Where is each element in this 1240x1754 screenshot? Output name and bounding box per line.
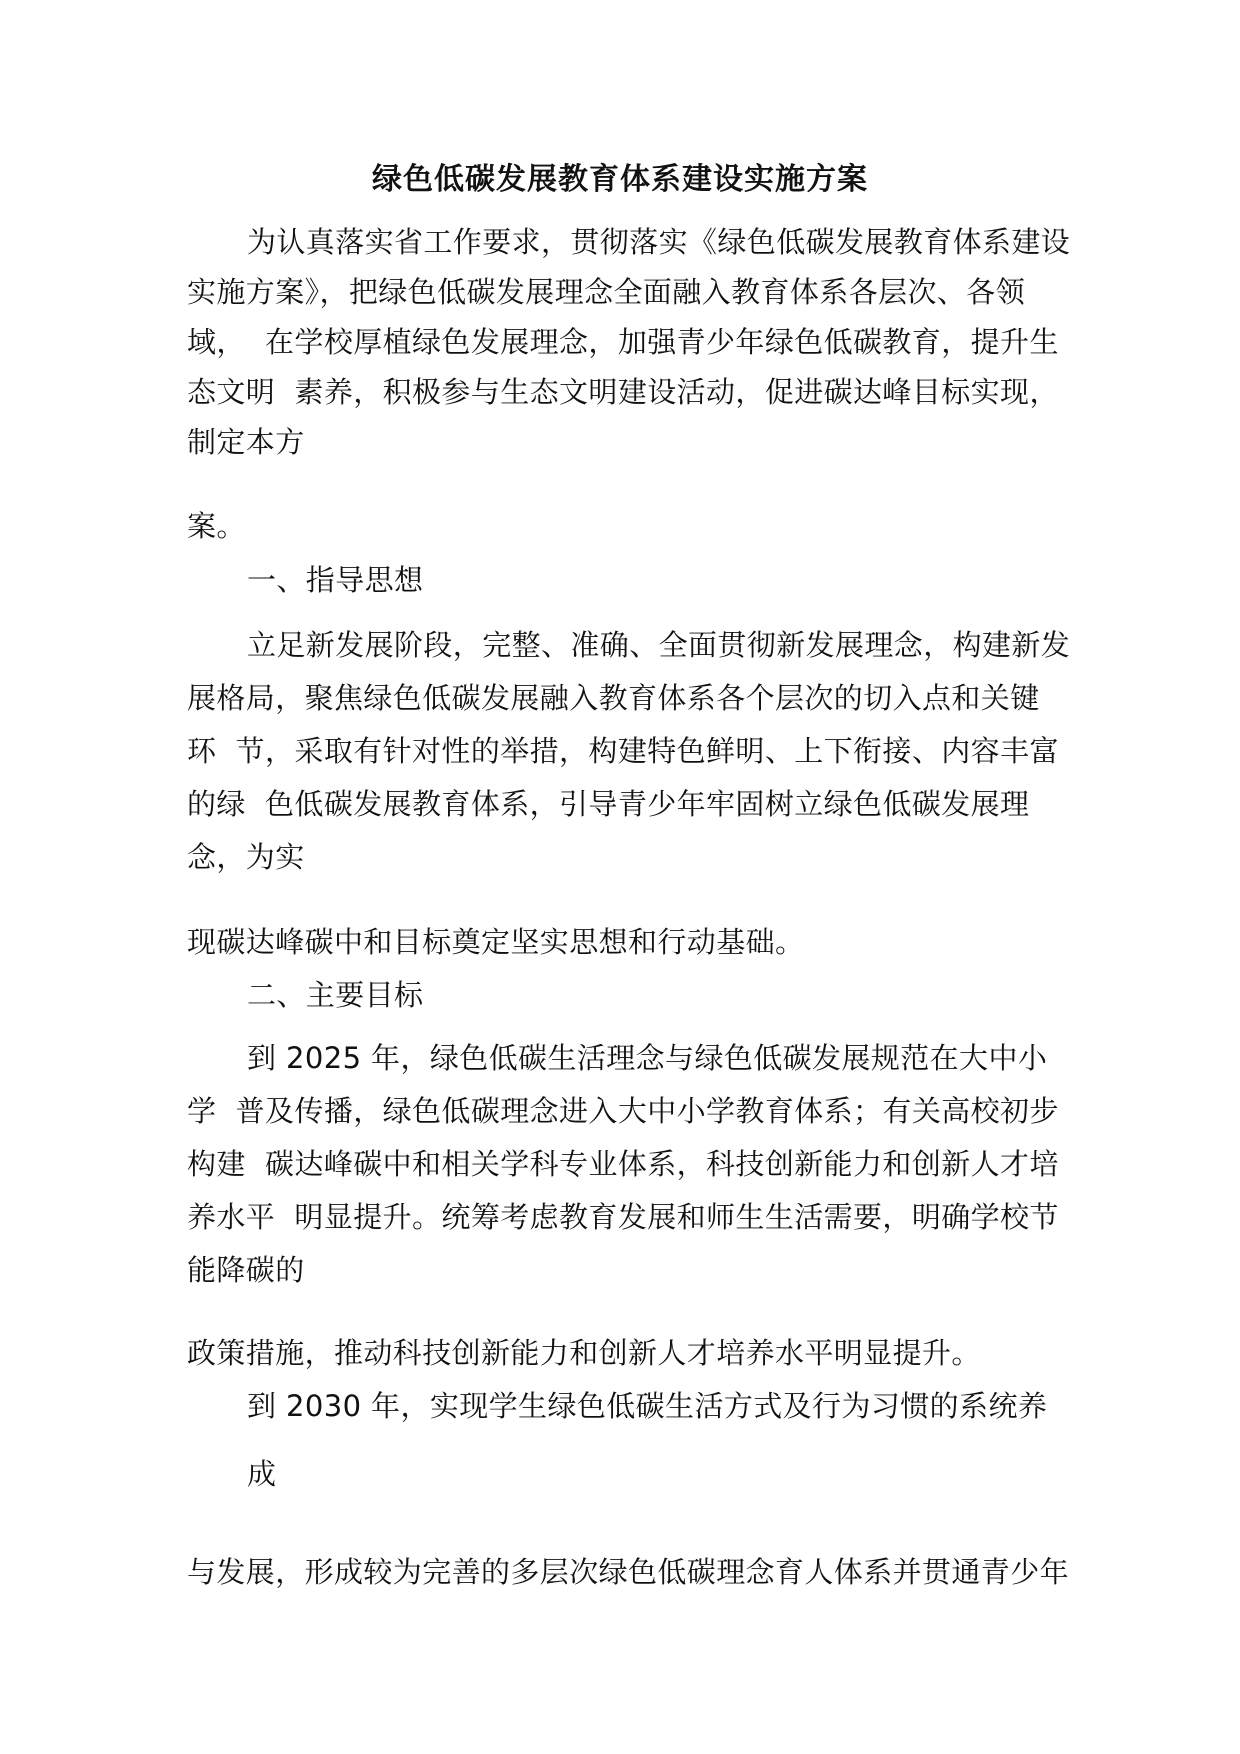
paragraph-line: 养水平 明显提升。统筹考虑教育发展和师生生活需要，明确学校节 (187, 1200, 1059, 1234)
paragraph-line: 到 2025 年，绿色低碳生活理念与绿色低碳发展规范在大中小 (247, 1041, 1048, 1075)
paragraph-line: 环 节，采取有针对性的举措，构建特色鲜明、上下衔接、内容丰富 (187, 734, 1059, 768)
paragraph-line: 域， 在学校厚植绿色发展理念，加强青少年绿色低碳教育，提升生 (187, 325, 1059, 359)
paragraph-line: 与发展，形成较为完善的多层次绿色低碳理念育人体系并贯通青少年 (187, 1555, 1070, 1589)
paragraph-line: 的绿 色低碳发展教育体系，引导青少年牢固树立绿色低碳发展理 (187, 787, 1030, 821)
paragraph-line: 念，为实 (187, 840, 305, 874)
section-heading: 一、指导思想 (247, 563, 424, 597)
paragraph-line: 构建 碳达峰碳中和相关学科专业体系，科技创新能力和创新人才培 (187, 1147, 1059, 1181)
paragraph-line: 能降碳的 (187, 1253, 305, 1287)
document-title: 绿色低碳发展教育体系建设实施方案 (372, 162, 868, 197)
section-heading: 二、主要目标 (247, 978, 424, 1012)
paragraph-line: 案。 (187, 509, 246, 543)
paragraph-line: 立足新发展阶段，完整、准确、全面贯彻新发展理念，构建新发 (247, 628, 1071, 662)
paragraph-line: 态文明 素养，积极参与生态文明建设活动，促进碳达峰目标实现， (187, 375, 1059, 409)
paragraph-line: 现碳达峰碳中和目标奠定坚实思想和行动基础。 (187, 925, 805, 959)
paragraph-line: 政策措施，推动科技创新能力和创新人才培养水平明显提升。 (187, 1336, 981, 1370)
paragraph-line: 展格局，聚焦绿色低碳发展融入教育体系各个层次的切入点和关键 (187, 681, 1040, 715)
paragraph-line: 制定本方 (187, 425, 305, 459)
paragraph-line: 为认真落实省工作要求，贯彻落实《绿色低碳发展教育体系建设 (247, 225, 1071, 259)
paragraph-line: 到 2030 年，实现学生绿色低碳生活方式及行为习惯的系统养 (247, 1389, 1048, 1423)
paragraph-line: 成 (247, 1457, 277, 1491)
paragraph-line: 学 普及传播，绿色低碳理念进入大中小学教育体系；有关高校初步 (187, 1094, 1059, 1128)
paragraph-line: 实施方案》，把绿色低碳发展理念全面融入教育体系各层次、各领 (187, 275, 1026, 309)
